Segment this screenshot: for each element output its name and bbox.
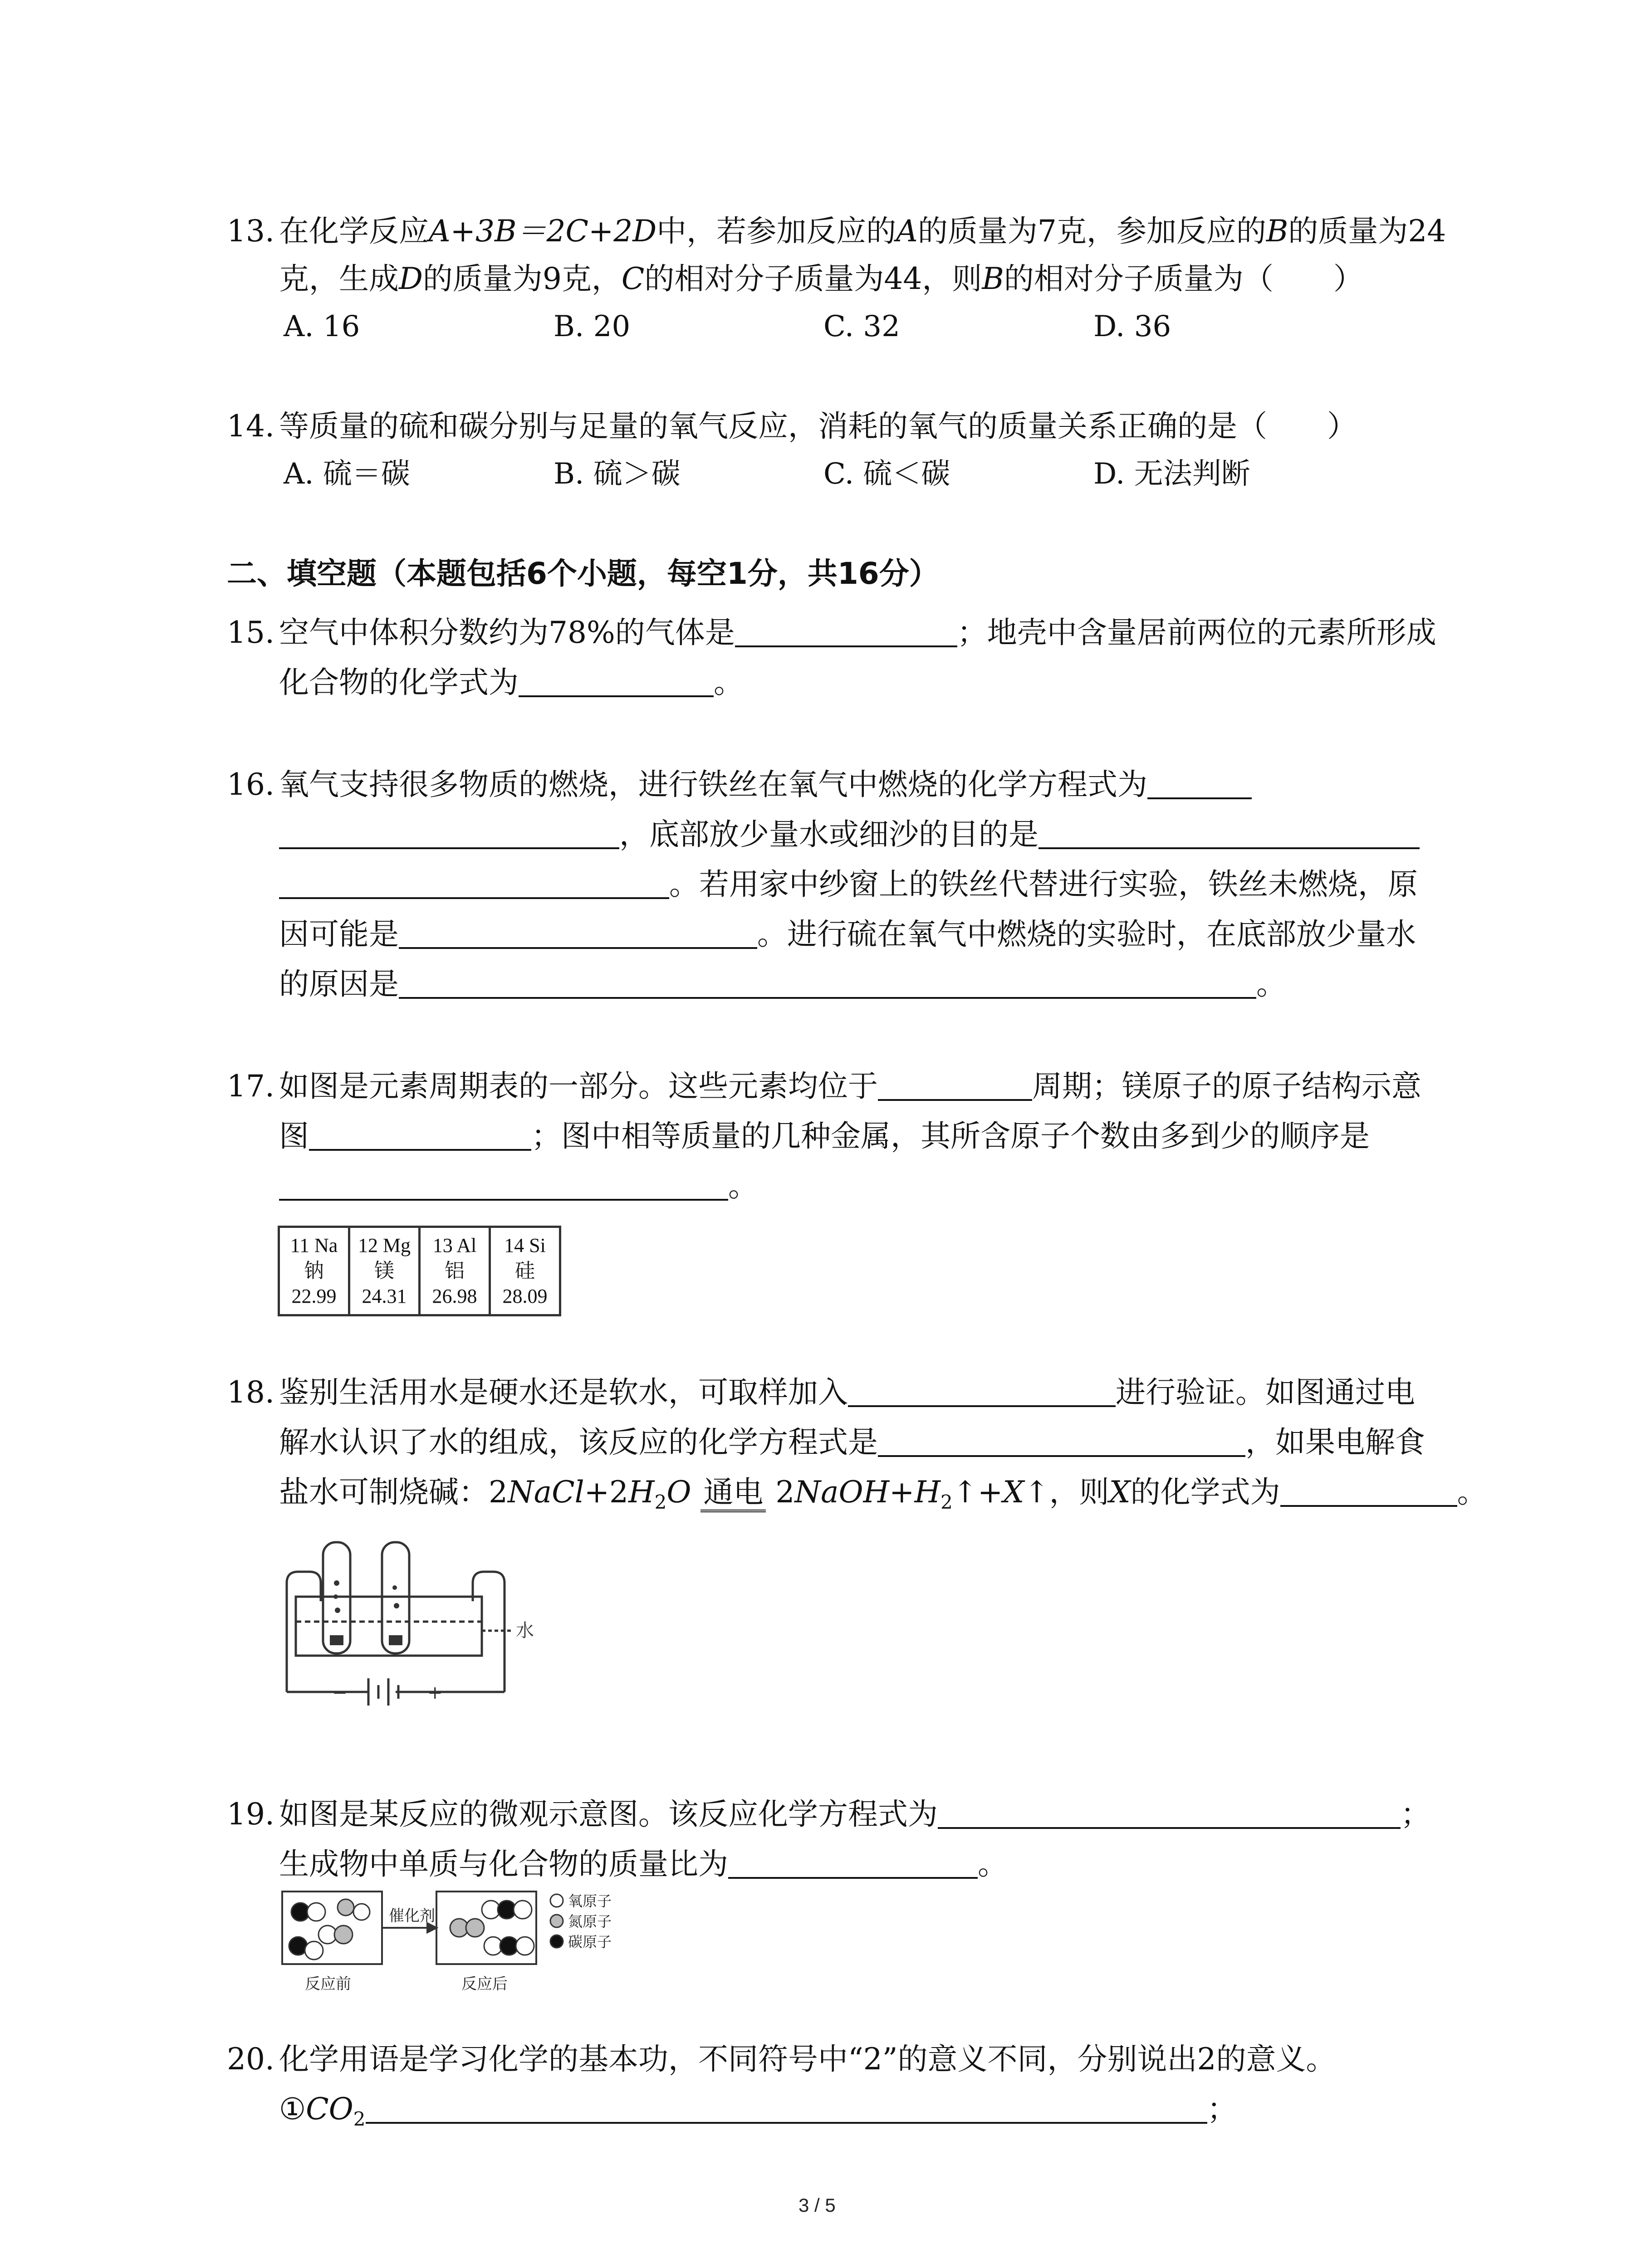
answer-blank[interactable] — [728, 1850, 978, 1879]
question-20-line-1: 化学用语是学习化学的基本功，不同符号中“2”的意义不同，分别说出2的意义。 — [279, 2042, 1336, 2077]
answer-blank[interactable] — [1280, 1478, 1457, 1507]
question-14-option-c: C. 硫＜碳 — [823, 457, 950, 491]
answer-blank[interactable] — [938, 1800, 1401, 1829]
question-13-option-d: D. 36 — [1093, 310, 1171, 343]
question-19-line-1: 如图是某反应的微观示意图。该反应化学方程式为 ； — [279, 1797, 1430, 1832]
legend-carbon: 碳原子 — [568, 1933, 612, 1950]
question-20-item-1: $①CO_2$ ； — [279, 2092, 1237, 2131]
question-17-line-1: 如图是元素周期表的一部分。这些元素均位于 周期；镁原子的原子结构示意 — [279, 1069, 1421, 1104]
element-cell-mg: 12 Mg 镁 24.31 — [349, 1227, 420, 1315]
question-13-option-b: B. 20 — [554, 310, 631, 343]
water-label: 水 — [516, 1620, 534, 1641]
positive-terminal-label: + — [427, 1682, 443, 1703]
answer-blank[interactable] — [878, 1428, 1245, 1457]
answer-blank[interactable] — [735, 618, 957, 647]
section-2-title: 二、填空题（本题包括6个小题，每空1分，共16分） — [227, 556, 939, 591]
question-18-number: 18. — [227, 1375, 274, 1410]
element-cell-al: 13 Al 铝 26.98 — [420, 1227, 490, 1315]
question-16-line-4: 因可能是 。进行硫在氧气中燃烧的实验时，在底部放少量水 — [279, 917, 1416, 952]
answer-blank[interactable] — [279, 1172, 728, 1201]
question-14-option-a: A. 硫＝碳 — [284, 457, 410, 491]
answer-blank[interactable] — [519, 668, 714, 697]
electrolysis-apparatus-figure — [278, 1529, 568, 1710]
answer-blank[interactable] — [399, 920, 757, 949]
question-18-line-3: 盐水可制烧碱：$2NaCl+2H_2O$ 通电 $2NaOH+H_2↑+X↑$，则X的化学式为 。 — [279, 1475, 1487, 1514]
element-cell-si: 14 Si 硅 28.09 — [490, 1227, 560, 1315]
question-16-line-1: 氧气支持很多物质的燃烧，进行铁丝在氧气中燃烧的化学方程式为 — [279, 767, 1252, 803]
question-17-line-2: 图 ；图中相等质量的几种金属，其所含原子个数由多到少的顺序是 — [279, 1119, 1370, 1154]
legend-oxygen: 氧原子 — [568, 1892, 612, 1910]
question-13-number: 13. — [227, 214, 274, 249]
periodic-table-fragment — [278, 1226, 561, 1316]
catalyst-label: 催化剂 — [389, 1907, 435, 1925]
question-16-line-2: ，底部放少量水或细沙的目的是 — [279, 816, 1420, 853]
question-14-option-d: D. 无法判断 — [1093, 457, 1250, 491]
question-16-line-5: 的原因是 。 — [279, 967, 1286, 1002]
question-16-number: 16. — [227, 767, 274, 802]
question-14-number: 14. — [227, 409, 274, 444]
legend-nitrogen: 氮原子 — [568, 1913, 612, 1930]
negative-terminal-label: − — [332, 1682, 348, 1703]
page-number: 3 / 5 — [798, 2195, 836, 2216]
question-15-number: 15. — [227, 615, 274, 650]
question-16-line-3: 。若用家中纱窗上的铁丝代替进行实验，铁丝未燃烧，原 — [279, 866, 1418, 903]
question-19-line-2: 生成物中单质与化合物的质量比为 。 — [279, 1847, 1008, 1882]
question-18-line-1: 鉴别生活用水是硬水还是软水，可取样加入 进行验证。如图通过电 — [279, 1375, 1415, 1410]
answer-blank[interactable] — [878, 1072, 1032, 1101]
after-reaction-label: 反应后 — [461, 1975, 508, 1993]
answer-blank[interactable] — [279, 870, 669, 899]
question-18-line-2: 解水认识了水的组成，该反应的化学方程式是 ，如果电解食 — [279, 1425, 1425, 1460]
question-13-line-1: 在化学反应A+3B＝2C+2D中，若参加反应的A的质量为7克，参加反应的B的质量为24 — [279, 214, 1446, 249]
question-15-line-2: 化合物的化学式为 。 — [279, 665, 744, 700]
question-17-line-3: 。 — [279, 1168, 758, 1204]
answer-blank[interactable] — [399, 970, 1256, 999]
before-reaction-label: 反应前 — [305, 1975, 351, 1993]
question-17-number: 17. — [227, 1069, 274, 1104]
question-14-text: 等质量的硫和碳分别与足量的氧气反应，消耗的氧气的质量关系正确的是（ ） — [279, 409, 1357, 444]
question-14-option-b: B. 硫＞碳 — [554, 457, 681, 491]
reaction-condition: 通电 — [700, 1475, 766, 1512]
answer-blank[interactable] — [366, 2095, 1207, 2124]
answer-blank[interactable] — [279, 820, 619, 849]
question-15-line-1: 空气中体积分数约为78%的气体是 ；地壳中含量居前两位的元素所形成 — [279, 615, 1436, 650]
question-13-option-a: A. 16 — [284, 310, 360, 343]
element-cell-na: 11 Na 钠 22.99 — [279, 1227, 349, 1315]
question-13-option-c: C. 32 — [823, 310, 900, 343]
micro-reaction-figure — [278, 1887, 641, 1996]
question-19-number: 19. — [227, 1797, 274, 1832]
question-13-line-2: 克，生成D的质量为9克，C的相对分子质量为44，则B的相对分子质量为（ ） — [279, 261, 1363, 296]
answer-blank[interactable] — [1038, 820, 1420, 849]
answer-blank[interactable] — [309, 1122, 531, 1151]
answer-blank[interactable] — [848, 1378, 1116, 1407]
question-20-number: 20. — [227, 2042, 274, 2077]
answer-blank[interactable] — [1147, 770, 1252, 799]
